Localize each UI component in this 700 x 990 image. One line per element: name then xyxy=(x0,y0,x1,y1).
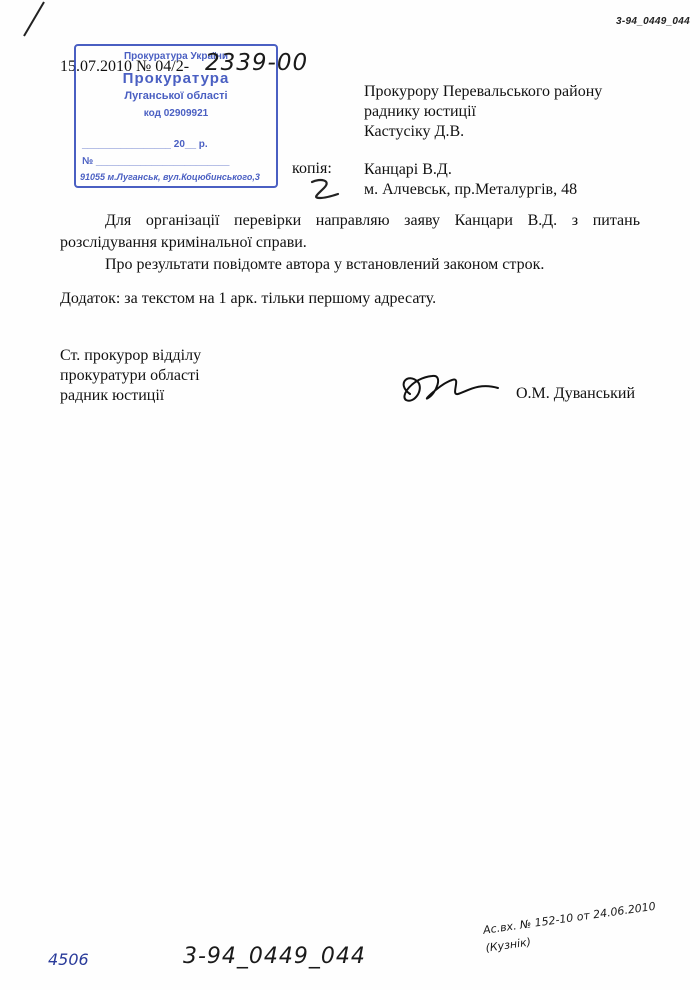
outgoing-date-number: 15.07.2010 № 04/2- xyxy=(60,58,190,75)
stamp-line-1: Прокуратура України xyxy=(123,51,229,62)
stamp-line-2: Прокуратура xyxy=(122,70,230,87)
copy-recipient xyxy=(364,160,577,200)
signer-title-line-2: прокуратури області xyxy=(60,367,200,384)
document-id-top: 3-94_0449_044 xyxy=(616,16,690,27)
recipient-line-3: Кастусіку Д.В. xyxy=(364,123,465,140)
receipt-note-line-1: Ас.вх. № 152-10 от 24.06.2010 xyxy=(482,899,657,937)
attachment-note: Додаток: за текстом на 1 арк. тільки першому адресату. xyxy=(60,290,437,307)
stamp-line-4: код 02909921 xyxy=(143,108,209,119)
copy-check-mark xyxy=(306,176,342,202)
receipt-note-line-2: (Кузнік) xyxy=(484,935,532,955)
copy-label: копія: xyxy=(292,160,332,177)
signer-title-line-1: Ст. прокурор відділу xyxy=(60,347,202,364)
letter-body xyxy=(60,210,640,276)
handwritten-number: 2339-00 xyxy=(205,50,309,76)
copy-line-2: м. Алчевськ, пр.Металургів, 48 xyxy=(364,181,578,198)
stamp-line-5: ________________ 20__ р. xyxy=(82,139,208,150)
recipient-line-2: раднику юстиції xyxy=(364,103,476,120)
signer-name: О.М. Дуванський xyxy=(516,385,635,402)
recipient-block xyxy=(364,82,602,142)
receipt-note xyxy=(482,898,659,958)
body-paragraph-2: Про результати повідомте автора у встановлений законом строк. xyxy=(105,256,545,273)
body-paragraph-1: Для організації перевірки направляю заяву Канцари В.Д. з питань розслідування кримінальної справи. xyxy=(60,212,640,251)
stamp-line-7: 91055 м.Луганськ, вул.Коцюбинського,3 xyxy=(80,172,260,182)
recipient-line-1: Прокурору Перевальського району xyxy=(364,83,603,100)
copy-line-1: Канцарі В.Д. xyxy=(364,161,452,178)
stamp-line-6: № ________________________ xyxy=(82,156,230,167)
signature xyxy=(392,364,502,414)
signer-title xyxy=(60,346,201,406)
signer-title-line-3: радник юстиції xyxy=(60,387,165,404)
archive-mark: 4506 xyxy=(48,950,89,969)
stamp-line-3: Луганської області xyxy=(124,90,228,102)
corner-pen-mark xyxy=(18,0,48,38)
document-id-bottom: 3-94_0449_044 xyxy=(183,944,366,969)
